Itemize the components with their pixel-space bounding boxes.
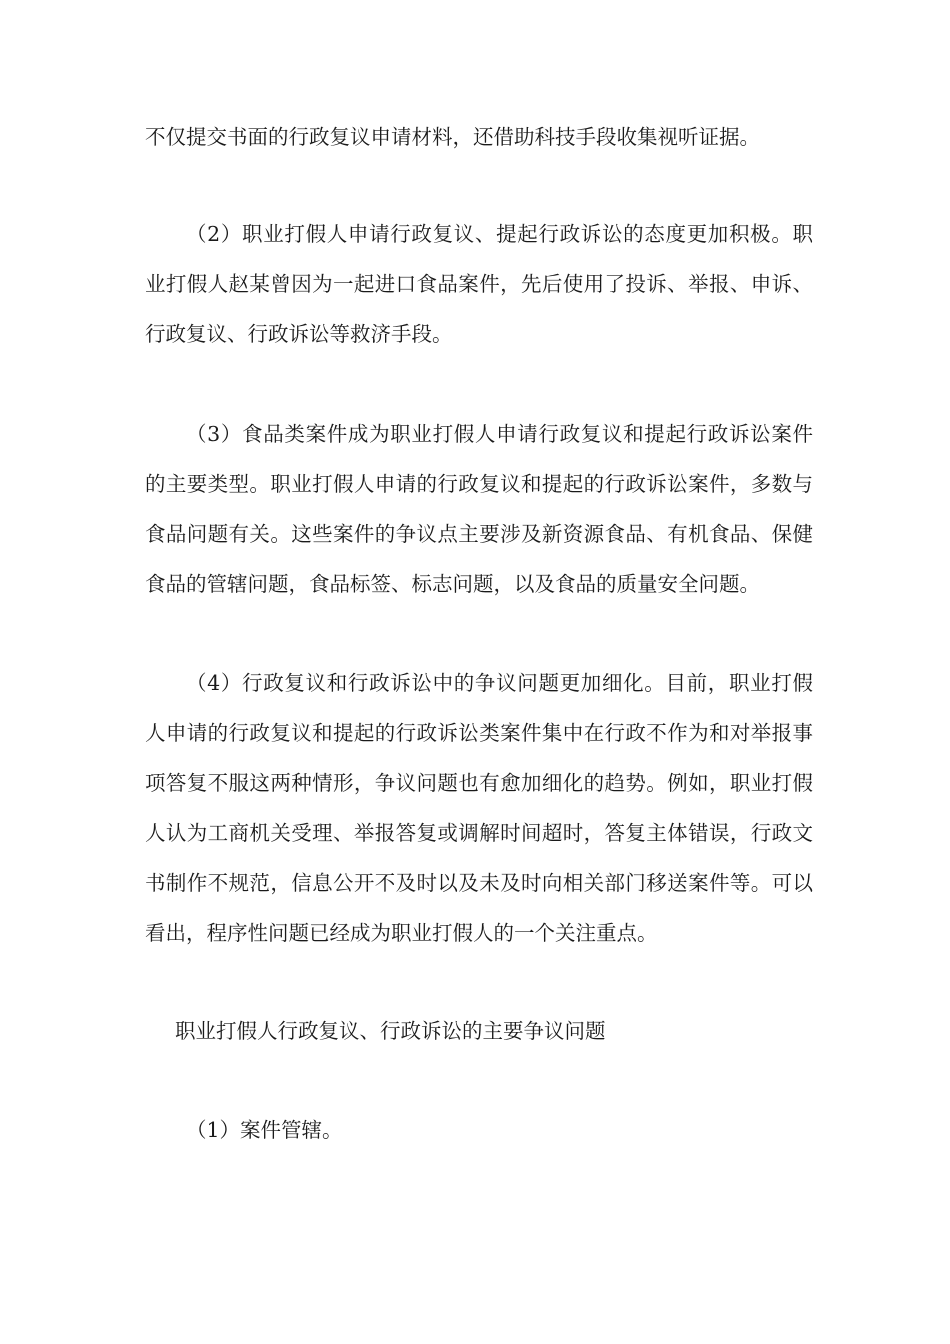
paragraph-item-2: （2）职业打假人申请行政复议、提起行政诉讼的态度更加积极。职业打假人赵某曾因为一起进口食品案件，先后使用了投诉、举报、申诉、行政复议、行政诉讼等救济手段。 <box>145 222 813 346</box>
section-heading: 职业打假人行政复议、行政诉讼的主要争议问题 <box>175 1019 606 1043</box>
paragraph-item-3: （3）食品类案件成为职业打假人申请行政复议和提起行政诉讼案件的主要类型。职业打假人申请的行政复议和提起的行政诉讼案件，多数与食品问题有关。这些案件的争议点主要涉及新资源食品、有机食品、保健食品的管辖问题，食品标签、标志问题，以及食品的质量安全问题。 <box>145 422 813 596</box>
paragraph-continuation: 不仅提交书面的行政复议申请材料，还借助科技手段收集视听证据。 <box>145 125 760 149</box>
paragraph-item-4: （4）行政复议和行政诉讼中的争议问题更加细化。目前，职业打假人申请的行政复议和提起的行政诉讼类案件集中在行政不作为和对举报事项答复不服这两种情形，争议问题也有愈加细化的趋势。例如，职业打假人认为工商机关受理、举报答复或调解时间超时，答复主体错误，行政文书制作不规范，信息公开不及时以及未及时向相关部门移送案件等。可以看出，程序性问题已经成为职业打假人的一个关注重点。 <box>145 671 813 945</box>
sub-item-case-jurisdiction: （1）案件管辖。 <box>186 1118 343 1142</box>
